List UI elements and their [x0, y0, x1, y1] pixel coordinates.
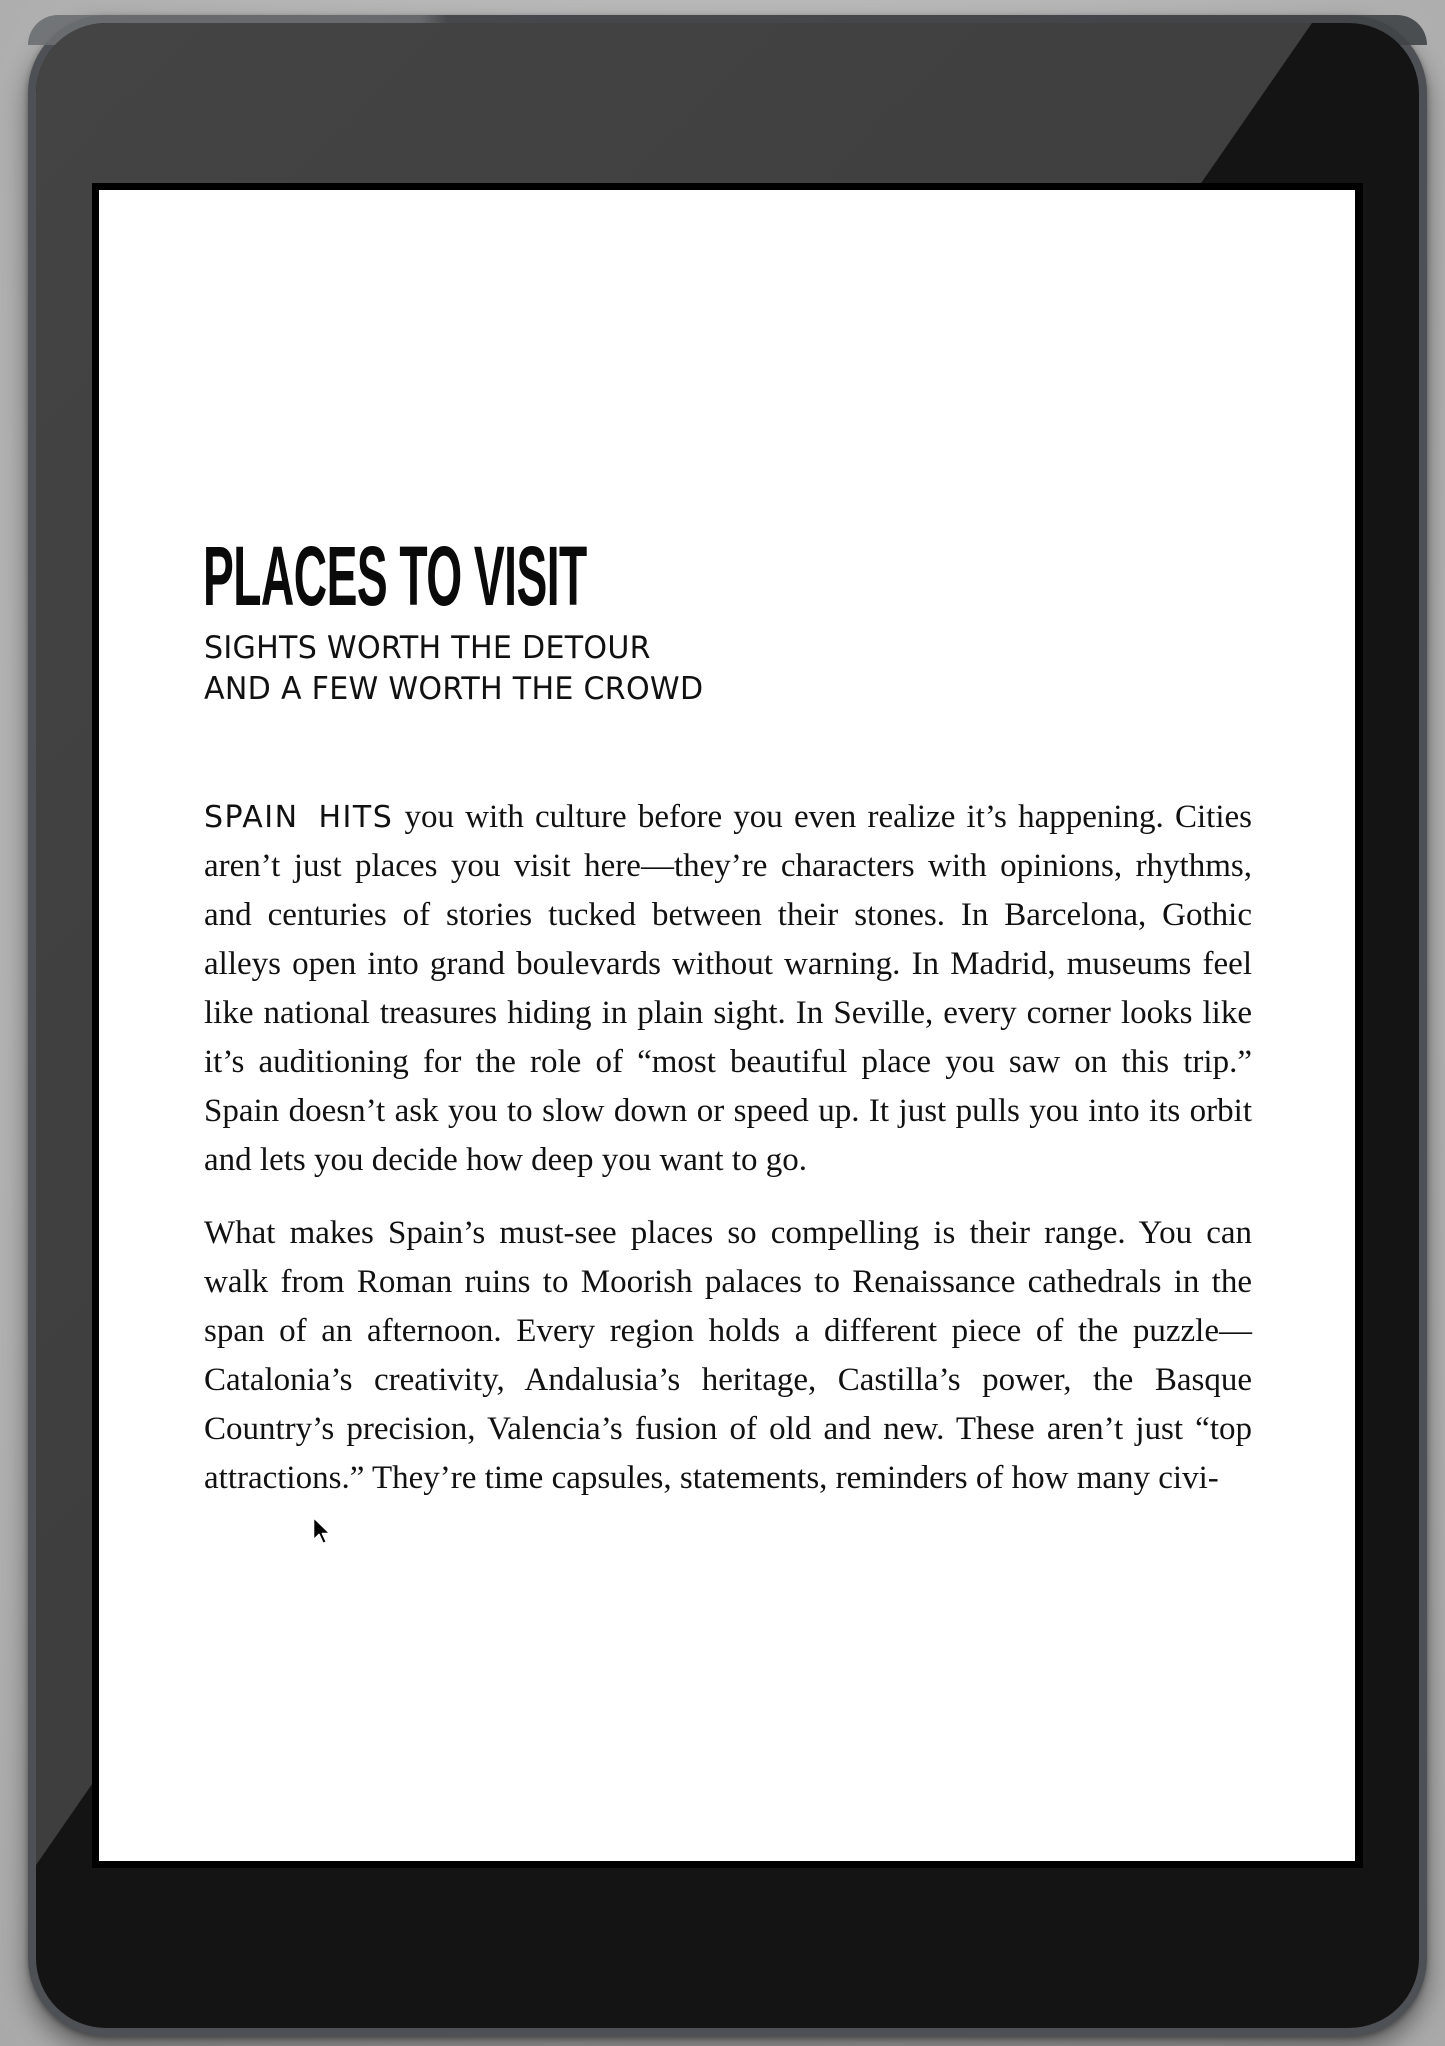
page-subtitle	[204, 628, 703, 710]
paragraph-1-text: you with culture before you even realize it’s happening. Cities aren’t just places you visit here—they’re characters with opinions, rhythms, and centuries of stories tucked between their stones. In Barcelona, Gothic alleys open into grand boulevards without warning. In Madrid, museums feel like national treasures hiding in plain sight. In Seville, every corner looks like it’s auditioning for the role of “most beautiful place you saw on this trip.” Spain doesn’t ask you to slow down or speed up. It just pulls you into its orbit and lets you decide how deep you want to go.	[204, 799, 1252, 1178]
paragraph-1	[204, 793, 1252, 1185]
subtitle-line-1: SIGHTS WORTH THE DETOUR	[204, 630, 651, 666]
article-body	[204, 793, 1252, 1503]
paragraph-2	[204, 1209, 1252, 1503]
subtitle-line-2: AND A FEW WORTH THE CROWD	[204, 671, 704, 707]
page-title: PLACES TO VISIT	[203, 529, 587, 623]
paragraph-2-text: What makes Spain’s must-see places so compelling is their range. You can walk from Roman ruins to Moorish palaces to Renaissance cathedrals in the span of an afternoon. Every region holds a different piece of the puzzle—Catalonia’s creativity, Andalusia’s heritage, Castilla’s power, the Basque Country’s precision, Valencia’s fusion of old and new. These aren’t just “top attractions.” They’re time capsules, statements, reminders of how many civi-	[204, 1215, 1252, 1496]
paragraph-lead-in: SPAIN HITS	[204, 800, 394, 835]
arrow-pointer-icon	[312, 1516, 334, 1548]
